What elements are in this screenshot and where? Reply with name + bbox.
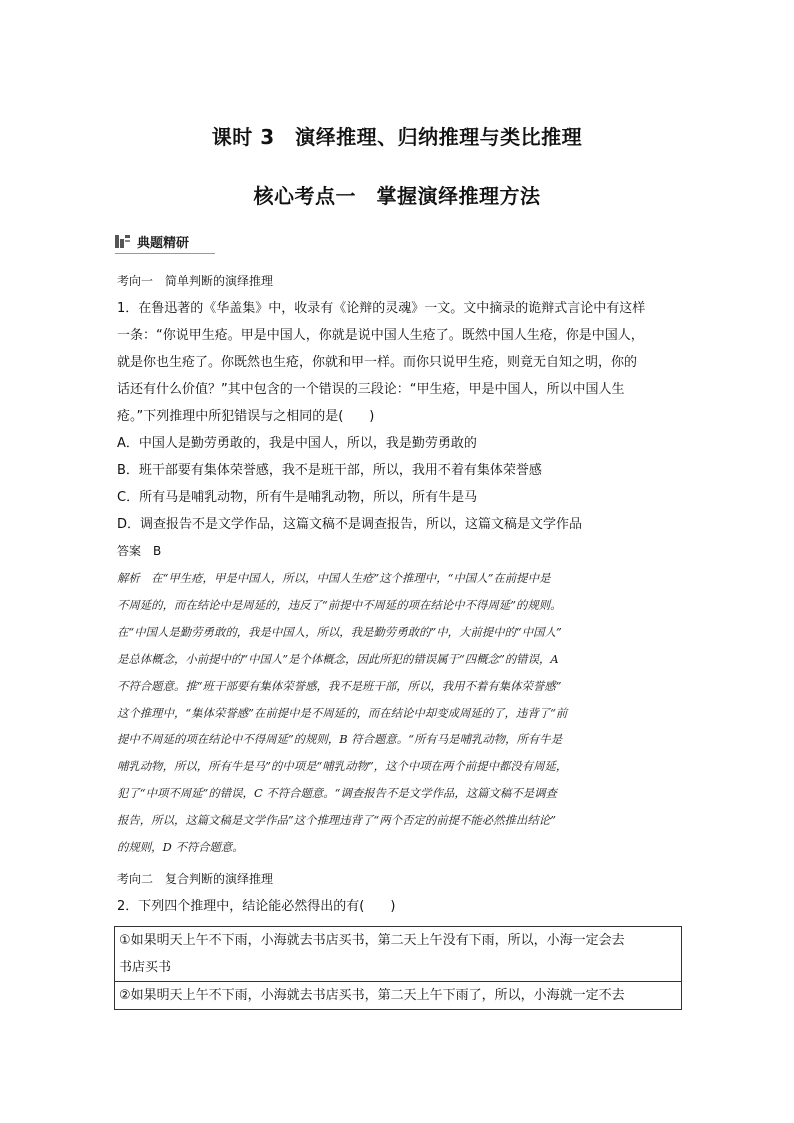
option-c: C．所有马是哺乳动物，所有牛是哺乳动物，所以，所有牛是马 [117,490,478,505]
explanation-line: 不符合题意。推“班干部要有集体荣誉感，我不是班干部，所以，我用不着有集体荣誉感” [117,678,562,693]
question-stem-line: 疮。”下列推理中所犯错误与之相同的是( ) [117,409,375,424]
explanation-line: 这个推理中，“集体荣誉感”在前提中是不周延的，而在结论中却变成周延的了，违背了“前 [117,705,568,720]
premise-box-2 [115,981,681,1009]
question-2 [117,866,682,920]
question-stem-line: 话还有什么价值？”其中包含的一个错误的三段论：“甲生疮，甲是中国人，所以中国人生 [117,382,625,397]
explanation-line: 不周延的，而在结论中是周延的，违反了“前提中不周延的项在结论中不得周延”的规则。 [117,597,562,612]
question-1 [117,268,682,861]
section-tag [115,230,189,252]
question-stem-line: 就是你也生疮了。你既然也生疮，你就和甲一样。而你只说甲生疮，则竟无自知之明，你的 [117,355,638,370]
section-tag-label: 典题精研 [137,235,190,251]
option-d: D．调查报告不是文学作品，这篇文稿不是调查报告，所以，这篇文稿是文学作品 [117,517,583,532]
question-direction: 考向一 简单判断的演绎推理 [117,274,274,288]
section-tag-divider [115,253,215,254]
question-direction: 考向二 复合判断的演绎推理 [117,872,274,886]
premise-box-1 [115,927,681,981]
explanation-line: 是总体概念，小前提中的“中国人”是个体概念，因此所犯的错误属于“四概念”的错误，A [117,651,559,666]
explanation-line: 在“中国人是勤劳勇敢的，我是中国人，所以，我是勤劳勇敢的”中，大前提中的“中国人” [117,624,562,639]
answer: 答案 B [117,544,162,558]
section-subtitle: 核心考点一 掌握演绎推理方法 [253,184,541,208]
bars-icon [115,235,131,248]
option-b: B．班干部要有集体荣誉感，我不是班干部，所以，我用不着有集体荣誉感 [117,463,542,478]
explanation-line: 犯了“中项不周延”的错误，C 不符合题意。“调查报告不是文学作品，这篇文稿不是调查 [117,786,557,801]
explanation-line: 的规则，D 不符合题意。 [117,840,244,855]
premise-table [114,926,682,1010]
lesson-title: 课时 3 演绎推理、归纳推理与类比推理 [211,125,583,149]
explanation-line: 解析 在“甲生疮，甲是中国人，所以，中国人生疮”这个推理中，“中国人”在前提中是 [117,571,551,585]
explanation-line: 哺乳动物，所以，所有牛是马”的中项是“哺乳动物”，这个中项在两个前提中都没有周延， [117,759,568,774]
option-a: A．中国人是勤劳勇敢的，我是中国人，所以，我是勤劳勇敢的 [117,436,477,451]
question-stem-line: 一条：“你说甲生疮。甲是中国人，你就是说中国人生疮了。既然中国人生疮，你是中国人， [117,328,644,343]
premise-line: ①如果明天上午不下雨，小海就去书店买书，第二天上午没有下雨，所以，小海一定会去 [119,933,625,948]
question-stem: 2．下列四个推理中，结论能必然得出的有( ) [117,899,396,914]
premise-line: ②如果明天上午不下雨，小海就去书店买书，第二天上午下雨了，所以，小海就一定不去 [119,988,625,1003]
explanation-line: 报告，所以，这篇文稿是文学作品”这个推理违背了“两个否定的前提不能必然推出结论” [117,813,556,828]
explanation-line: 提中不周延的项在结论中不得周延”的规则，B 符合题意。“所有马是哺乳动物，所有牛是 [117,732,563,747]
question-stem-line: 1．在鲁迅著的《华盖集》中，收录有《论辩的灵魂》一文。文中摘录的诡辩式言论中有这样 [117,301,646,316]
premise-line: 书店买书 [119,960,172,975]
